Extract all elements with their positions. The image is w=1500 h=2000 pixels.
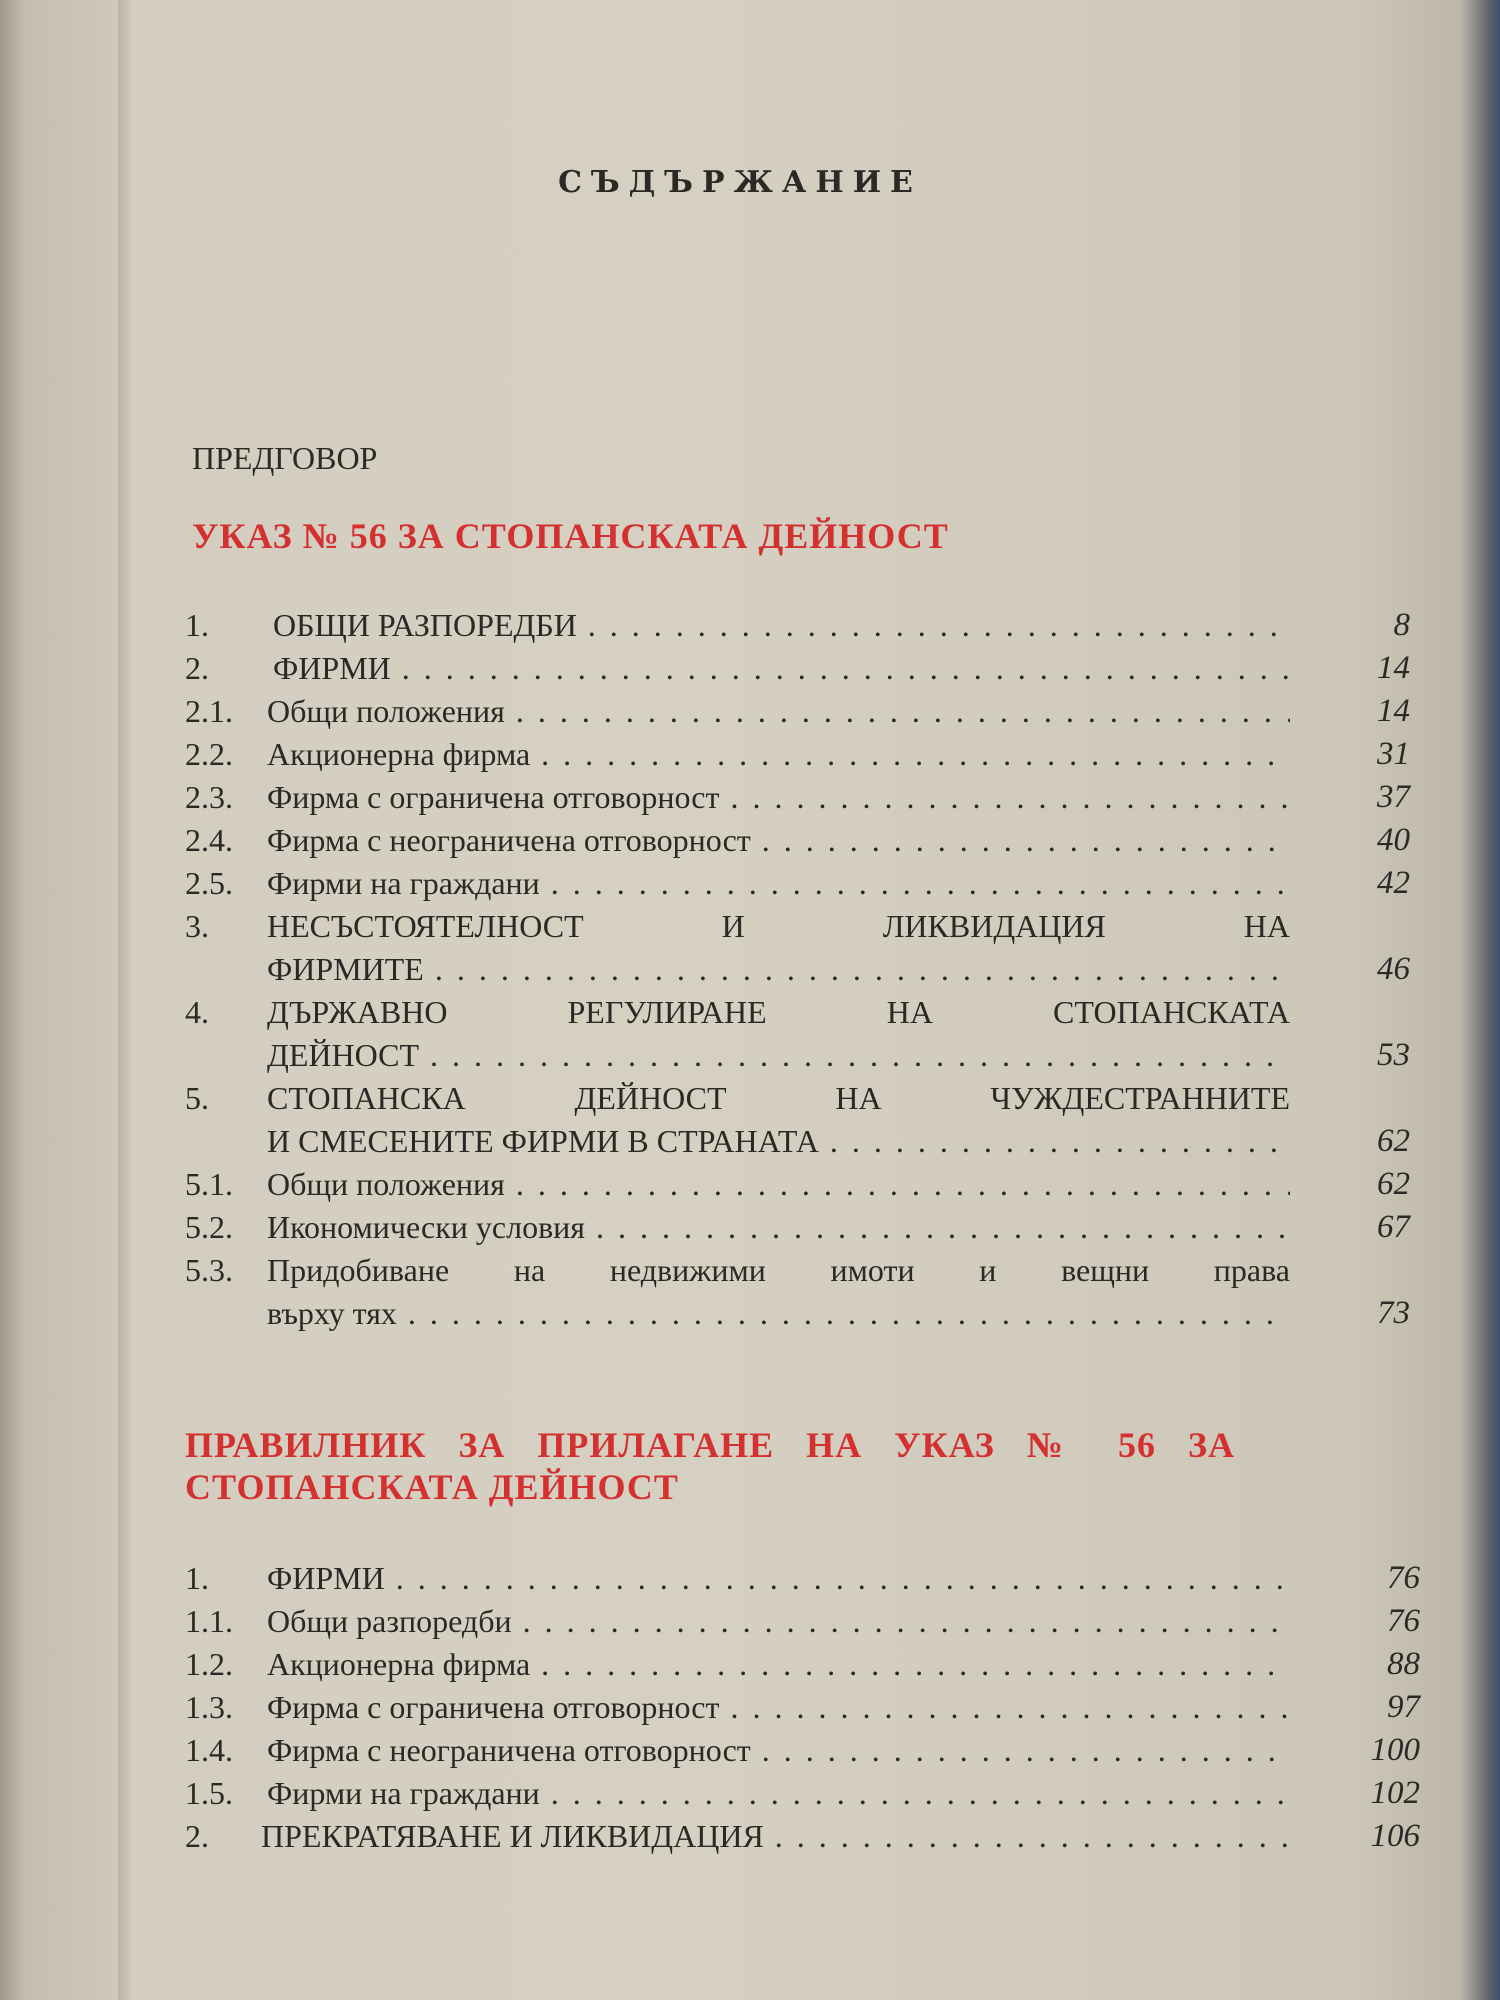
entry-title: Фирма с ограничена отговорност . . . — [267, 1689, 1290, 1726]
entry-page: 76 — [1387, 1560, 1420, 1596]
entry-title-line2: ДЕЙНОСТ . . . — [267, 1037, 1290, 1074]
entry-title: Фирми на граждани . . . — [267, 1775, 1290, 1812]
toc-entry — [185, 1560, 1500, 1603]
entry-page: 62 — [1377, 1166, 1410, 1202]
entry-title: Общи положения . . . — [267, 1166, 1290, 1203]
entry-page: 8 — [1393, 607, 1410, 643]
entry-title-line1: Придобиване на недвижими имоти и вещни права — [267, 1252, 1290, 1288]
toc-entry — [185, 779, 1500, 822]
entry-title-line1: ДЪРЖАВНО РЕГУЛИРАНЕ НА СТОПАНСКАТА — [267, 994, 1290, 1030]
toc-entry — [185, 822, 1500, 865]
toc-entry — [185, 1818, 1500, 1861]
entry-title: Общи положения . . . — [267, 693, 1290, 730]
entry-page: 88 — [1387, 1646, 1420, 1682]
toc-entry — [185, 1603, 1500, 1646]
entry-page: 62 — [1377, 1123, 1410, 1159]
entry-title: ФИРМИ . . . — [273, 650, 1290, 687]
entry-title: ОБЩИ РАЗПОРЕДБИ . . . — [273, 607, 1290, 644]
toc-entry — [185, 865, 1500, 908]
toc-entry — [185, 1646, 1500, 1689]
entry-number: 2.3. — [185, 779, 233, 815]
toc-entry — [185, 1689, 1500, 1732]
entry-number: 3. — [185, 908, 209, 944]
entry-number: 4. — [185, 994, 209, 1030]
entry-title: Общи разпоредби . . . — [267, 1603, 1290, 1640]
entry-page: 100 — [1370, 1732, 1420, 1768]
toc-entry — [185, 650, 1500, 693]
entry-number: 2.2. — [185, 736, 233, 772]
section2-heading — [185, 1424, 1235, 1508]
book-spine-shadow — [118, 0, 132, 2000]
entry-number: 5.3. — [185, 1252, 233, 1288]
entry-number: 1. — [185, 607, 209, 643]
entry-title: Акционерна фирма . . . — [267, 736, 1290, 773]
entry-title: Фирма с неограничена отговорност . . . — [267, 1732, 1290, 1769]
entry-number: 2.1. — [185, 693, 233, 729]
entry-number: 1.1. — [185, 1603, 233, 1639]
entry-title-line2: ФИРМИТЕ . . . — [267, 951, 1290, 988]
entry-title-line2: И СМЕСЕНИТЕ ФИРМИ В СТРАНАТА . . . — [267, 1123, 1290, 1160]
entry-page: 46 — [1377, 951, 1410, 987]
entry-title: Фирма с ограничена отговорност . . . — [267, 779, 1290, 816]
toc-entry — [185, 1080, 1500, 1166]
entry-number: 1.5. — [185, 1775, 233, 1811]
preface-heading: ПРЕДГОВОР — [192, 440, 378, 476]
section1-heading: УКАЗ № 56 ЗА СТОПАНСКАТА ДЕЙНОСТ — [192, 516, 949, 556]
entry-number: 5. — [185, 1080, 209, 1116]
toc-entry — [185, 908, 1500, 994]
entry-number: 1.2. — [185, 1646, 233, 1682]
toc-entry — [185, 1732, 1500, 1775]
entry-page: 40 — [1377, 822, 1410, 858]
entry-page: 37 — [1377, 779, 1410, 815]
entry-number: 1.4. — [185, 1732, 233, 1768]
entry-number: 2. — [185, 650, 209, 686]
entry-page: 14 — [1377, 693, 1410, 729]
entry-number: 1.3. — [185, 1689, 233, 1725]
toc-entry — [185, 1166, 1500, 1209]
entry-number: 5.1. — [185, 1166, 233, 1202]
toc-entry — [185, 994, 1500, 1080]
toc-entry — [185, 1252, 1500, 1338]
entry-number: 1. — [185, 1560, 209, 1596]
entry-title: Фирми на граждани . . . — [267, 865, 1290, 902]
entry-page: 106 — [1370, 1818, 1420, 1854]
entry-title: Фирма с неограничена отговорност . . . — [267, 822, 1290, 859]
entry-page: 97 — [1387, 1689, 1420, 1725]
entry-title: ПРЕКРАТЯВАНЕ И ЛИКВИДАЦИЯ . . . — [261, 1818, 1290, 1855]
entry-page: 42 — [1377, 865, 1410, 901]
entry-title-line1: СТОПАНСКА ДЕЙНОСТ НА ЧУЖДЕСТРАННИТЕ — [267, 1080, 1290, 1116]
section1-toc — [185, 607, 1500, 1338]
toc-entry — [185, 693, 1500, 736]
entry-title: Акционерна фирма . . . — [267, 1646, 1290, 1683]
entry-page: 76 — [1387, 1603, 1420, 1639]
entry-page: 53 — [1377, 1037, 1410, 1073]
toc-entry — [185, 1775, 1500, 1818]
section2-toc — [185, 1560, 1500, 1861]
entry-number: 2. — [185, 1818, 209, 1854]
entry-title-line2: върху тях . . . — [267, 1295, 1290, 1332]
entry-title: ФИРМИ . . . — [267, 1560, 1290, 1597]
entry-page: 31 — [1377, 736, 1410, 772]
entry-page: 14 — [1377, 650, 1410, 686]
toc-entry — [185, 607, 1500, 650]
entry-page: 67 — [1377, 1209, 1410, 1245]
page-title: СЪДЪРЖАНИЕ — [558, 165, 922, 200]
entry-title-line1: НЕСЪСТОЯТЕЛНОСТ И ЛИКВИДАЦИЯ НА — [267, 908, 1290, 944]
entry-number: 2.4. — [185, 822, 233, 858]
entry-page: 102 — [1370, 1775, 1420, 1811]
toc-entry — [185, 736, 1500, 779]
toc-entry — [185, 1209, 1500, 1252]
entry-number: 5.2. — [185, 1209, 233, 1245]
entry-title: Икономически условия . . . — [267, 1209, 1290, 1246]
section2-heading-line1: ПРАВИЛНИК ЗА ПРИЛАГАНЕ НА УКАЗ № 56 ЗА — [185, 1425, 1235, 1465]
entry-number: 2.5. — [185, 865, 233, 901]
section2-heading-line2: СТОПАНСКАТА ДЕЙНОСТ — [185, 1467, 679, 1507]
entry-page: 73 — [1377, 1295, 1410, 1331]
